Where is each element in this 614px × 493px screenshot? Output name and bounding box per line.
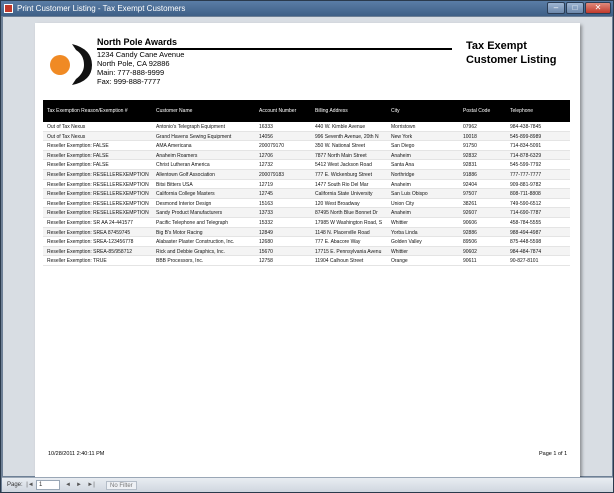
report-page — [35, 23, 580, 481]
cell-customer-name: Antonio's Telegraph Equipment — [156, 124, 225, 130]
first-page-button[interactable]: |◄ — [26, 482, 34, 488]
cell-customer-name: Big B's Motor Racing — [156, 229, 203, 236]
cell-city: San Diego — [391, 143, 415, 150]
cell-postal-code: 92404 — [463, 181, 477, 188]
table-row — [43, 160, 570, 170]
cell-telephone: 749-590-6512 — [510, 200, 542, 207]
title-bar — [1, 1, 613, 16]
cell-billing-address: 1148 N. Placerville Road — [315, 229, 370, 236]
cell-city: San Luis Obispo — [391, 191, 428, 198]
report-title-line2: Customer Listing — [466, 54, 557, 66]
prev-page-button[interactable]: ◄ — [65, 482, 71, 488]
table-row — [43, 151, 570, 161]
cell-billing-address: 7877 North Main Street — [315, 152, 367, 159]
cell-city: New York — [391, 133, 413, 140]
cell-telephone: 808-711-8808 — [510, 191, 541, 198]
close-button[interactable]: ✕ — [585, 2, 611, 14]
report-title-line1: Tax Exempt — [466, 40, 527, 52]
cell-postal-code: 90611 — [463, 258, 477, 265]
cell-account-number: 12849 — [259, 229, 273, 236]
cell-exemption: Reseller Exemption: SREA-85/958712 — [47, 248, 133, 255]
preview-area[interactable] — [3, 17, 612, 476]
table-row — [43, 237, 570, 247]
window-controls — [547, 2, 611, 14]
table-row — [43, 141, 570, 151]
cell-exemption: Reseller Exemption: SREA-123456778 — [47, 239, 134, 246]
table-row — [43, 122, 570, 132]
table-body — [43, 122, 570, 266]
cell-city: Union City — [391, 200, 415, 207]
cell-account-number: 200079170 — [259, 143, 285, 150]
cell-telephone: 988-494-4987 — [510, 229, 542, 236]
page-label: Page: — [7, 482, 23, 488]
cell-exemption: Reseller Exemption: FALSE — [47, 143, 109, 150]
company-name: North Pole Awards — [97, 37, 178, 47]
company-fax: Fax: 999-888-7777 — [97, 77, 161, 86]
table-row — [43, 218, 570, 228]
cell-exemption: Reseller Exemption: SREA 87459745 — [47, 229, 131, 236]
column-header-billing-address: Billing Address — [315, 108, 348, 114]
cell-customer-name: BBB Processors, Inc. — [156, 258, 204, 265]
cell-billing-address: California State University — [315, 191, 373, 198]
cell-telephone: 90-827-8101 — [510, 258, 539, 265]
cell-billing-address: 440 W. Kimble Avenue — [315, 124, 366, 130]
maximize-button[interactable]: □ — [566, 2, 584, 14]
cell-telephone: 714-834-5091 — [510, 143, 542, 150]
cell-customer-name: Allentown Golf Association — [156, 171, 215, 178]
column-header-account-number: Account Number — [259, 108, 297, 114]
report-title — [466, 39, 556, 67]
cell-telephone: 984-438-7845 — [510, 124, 542, 130]
cell-exemption: Reseller Exemption: RESELLEREXEMPTION — [47, 200, 149, 207]
cell-account-number: 16333 — [259, 124, 273, 130]
column-header-customer-name: Customer Name — [156, 108, 193, 114]
company-main-phone: Main: 777-888-9999 — [97, 68, 165, 77]
cell-exemption: Out of Tax Nexus — [47, 133, 86, 140]
cell-city: Anaheim — [391, 210, 411, 217]
column-header-exemption: Tax Exemption Reason/Exemption # — [47, 108, 128, 114]
logo-orange-circle — [50, 55, 70, 75]
cell-postal-code: 91750 — [463, 143, 477, 150]
cell-exemption: Reseller Exemption: RESELLEREXEMPTION — [47, 171, 149, 178]
table-row — [43, 189, 570, 199]
cell-account-number: 12706 — [259, 152, 273, 159]
cell-telephone: 714-878-6329 — [510, 152, 542, 159]
company-address-line1: 1234 Candy Cane Avenue — [97, 50, 185, 59]
cell-exemption: Reseller Exemption: RESELLEREXEMPTION — [47, 181, 149, 188]
logo-black-arc — [72, 44, 92, 85]
cell-city: Golden Valley — [391, 239, 422, 246]
cell-telephone: 545-899-8989 — [510, 133, 542, 140]
cell-account-number: 15163 — [259, 200, 273, 207]
cell-telephone: 458-784-5555 — [510, 219, 542, 226]
table-header — [43, 100, 570, 122]
cell-exemption: Reseller Exemption: FALSE — [47, 152, 109, 159]
cell-billing-address: 120 West Broadway — [315, 200, 360, 207]
cell-postal-code: 92832 — [463, 152, 477, 159]
cell-exemption: Reseller Exemption: RESELLEREXEMPTION — [47, 191, 149, 198]
cell-billing-address: 87495 North Blue Bonnet Dr — [315, 210, 378, 217]
cell-exemption: Reseller Exemption: FALSE — [47, 162, 109, 169]
cell-account-number: 12732 — [259, 162, 273, 169]
cell-city: Northridge — [391, 171, 415, 178]
cell-city: Anaheim — [391, 181, 411, 188]
cell-postal-code: 92886 — [463, 229, 477, 236]
table-row — [43, 208, 570, 218]
cell-account-number: 13733 — [259, 210, 273, 217]
page-number-input[interactable]: 1 — [36, 480, 60, 490]
cell-telephone: 875-448-5598 — [510, 239, 542, 246]
cell-postal-code: 10018 — [463, 133, 477, 140]
cell-customer-name: Pacific Telephone and Telegraph — [156, 219, 229, 226]
cell-billing-address: 5412 West Jackson Road — [315, 162, 372, 169]
cell-city: Morristown — [391, 124, 416, 130]
cell-account-number: 14056 — [259, 133, 273, 140]
cell-customer-name: Christ Lutheran America — [156, 162, 210, 169]
cell-customer-name: Bitsi Bitters USA — [156, 181, 193, 188]
cell-city: Anaheim — [391, 152, 411, 159]
cell-postal-code: 97507 — [463, 191, 477, 198]
cell-telephone: 984-484-7874 — [510, 248, 542, 255]
minimize-button[interactable]: – — [547, 2, 565, 14]
cell-exemption: Reseller Exemption: TRUE — [47, 258, 107, 265]
cell-city: Whittier — [391, 248, 408, 255]
column-header-postal-code: Postal Code — [463, 108, 491, 114]
cell-account-number: 12758 — [259, 258, 273, 265]
navigation-bar — [2, 477, 613, 492]
report-date: 10/28/2011 2:40:11 PM — [48, 451, 105, 457]
app-icon — [4, 4, 13, 13]
cell-account-number: 12745 — [259, 191, 273, 198]
cell-customer-name: Sandy Product Manufacturers — [156, 210, 223, 217]
cell-exemption: Reseller Exemption: RESELLEREXEMPTION — [47, 210, 149, 217]
cell-postal-code: 92831 — [463, 162, 477, 169]
cell-customer-name: California College Masters — [156, 191, 215, 198]
cell-exemption: Out of Tax Nexus — [47, 124, 86, 130]
column-header-telephone: Telephone — [510, 108, 534, 114]
table-row — [43, 170, 570, 180]
cell-account-number: 15670 — [259, 248, 273, 255]
header-rule — [97, 48, 452, 50]
cell-billing-address: 350 W. National Street — [315, 143, 366, 150]
cell-customer-name: Anaheim Roamers — [156, 152, 198, 159]
cell-postal-code: 92607 — [463, 210, 477, 217]
cell-customer-name: Alabaster Plaster Construction, Inc. — [156, 239, 235, 246]
cell-exemption: Reseller Exemption: SR AA 24-441577 — [47, 219, 133, 226]
table-row — [43, 180, 570, 190]
company-info — [97, 37, 184, 86]
report-page-number: Page 1 of 1 — [539, 451, 568, 457]
cell-postal-code: 91886 — [463, 171, 477, 178]
cell-postal-code: 89506 — [463, 239, 477, 246]
cell-city: Santa Ana — [391, 162, 415, 169]
table-row — [43, 228, 570, 238]
cell-city: Whittier — [391, 219, 408, 226]
cell-billing-address: 996 Seventh Avenue, 20th N — [315, 133, 379, 140]
cell-customer-name: Grand Havens Sewing Equipment — [156, 133, 232, 140]
cell-telephone: 777-777-7777 — [510, 171, 542, 178]
column-header-city: City — [391, 108, 400, 114]
cell-postal-code: 90602 — [463, 248, 477, 255]
cell-postal-code: 07962 — [463, 124, 477, 130]
cell-customer-name: Desmond Interior Design — [156, 200, 212, 207]
cell-billing-address: 1477 South Rio Del Mar — [315, 181, 369, 188]
cell-telephone: 714-690-7787 — [510, 210, 542, 217]
cell-postal-code: 38261 — [463, 200, 477, 207]
cell-billing-address: 11904 Calhoun Street — [315, 258, 364, 265]
table-row — [43, 247, 570, 257]
cell-city: Orange — [391, 258, 408, 265]
next-page-button[interactable]: ► — [76, 482, 82, 488]
cell-city: Yorba Linda — [391, 229, 418, 236]
cell-account-number: 15332 — [259, 219, 273, 226]
table-row — [43, 256, 570, 266]
last-page-button[interactable]: ►| — [87, 482, 95, 488]
cell-customer-name: Rick and Debbie Graphics, Inc. — [156, 248, 225, 255]
cell-account-number: 200079183 — [259, 171, 285, 178]
company-address-line2: North Pole, CA 92886 — [97, 59, 170, 68]
cell-billing-address: 17715 E. Pennsylvania Avenu — [315, 248, 382, 255]
cell-telephone: 909-881-9782 — [510, 181, 542, 188]
cell-billing-address: 17985 W Washington Road, S — [315, 219, 383, 226]
cell-telephone: 545-599-7792 — [510, 162, 542, 169]
cell-postal-code: 90606 — [463, 219, 477, 226]
cell-account-number: 12719 — [259, 181, 273, 188]
table-row — [43, 199, 570, 209]
table-row — [43, 132, 570, 142]
company-logo — [48, 41, 93, 85]
cell-billing-address: 777 E. Wickenburg Street — [315, 171, 372, 178]
cell-customer-name: AMA Americana — [156, 143, 192, 150]
cell-billing-address: 777 E. Abacore Way — [315, 239, 361, 246]
cell-account-number: 12680 — [259, 239, 273, 246]
filter-indicator[interactable]: No Filter — [106, 481, 137, 490]
window-title: Print Customer Listing - Tax Exempt Customers — [17, 4, 186, 13]
